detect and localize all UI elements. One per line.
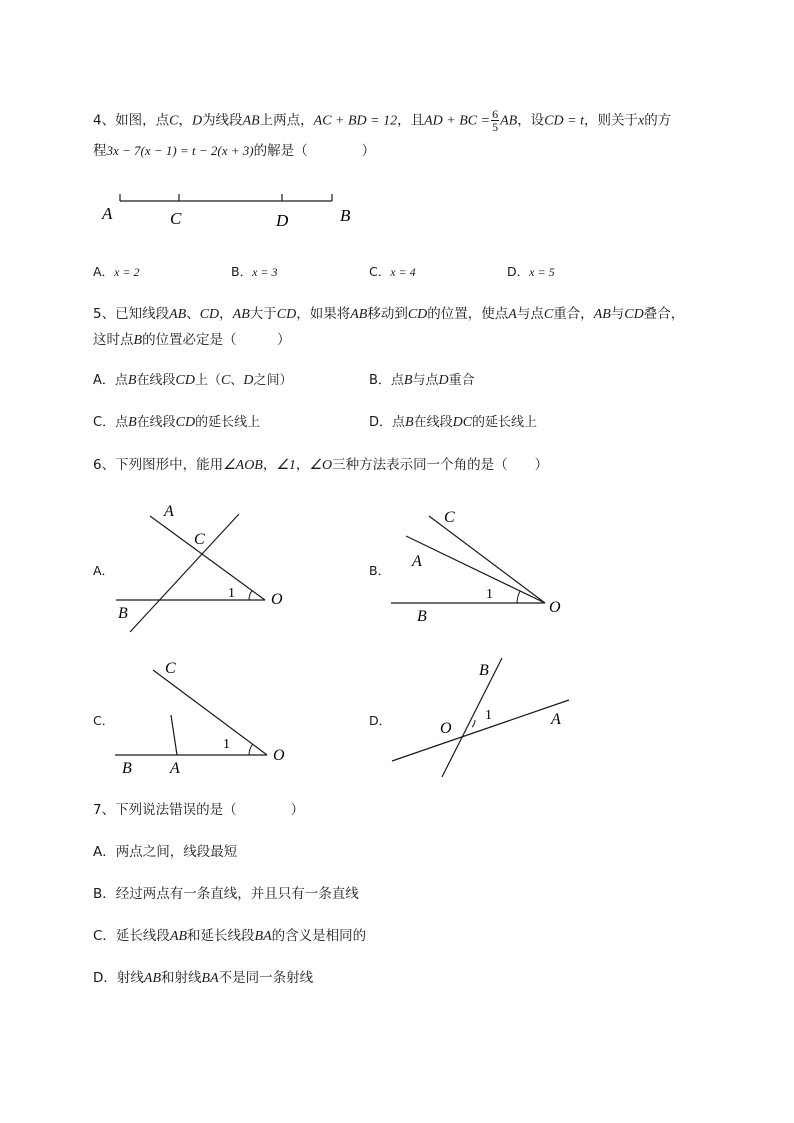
q7-choice-d[interactable] (93, 969, 313, 988)
label-o: O (549, 599, 561, 616)
q7-choice-c[interactable] (93, 927, 366, 946)
point-c: C (220, 373, 231, 388)
q5-text: 、 (186, 306, 200, 322)
variable-x: x (637, 113, 645, 129)
q6-text: 三种方法表示同一个角的是（ ） (332, 457, 549, 473)
q5-text: 这时点 (93, 332, 134, 348)
label-a: A (551, 711, 561, 728)
fraction-six-fifths (491, 108, 499, 133)
q4-text: 程 (93, 143, 107, 159)
point-b: B (405, 415, 414, 430)
choice-text: B．点 (369, 373, 404, 388)
point-d: D (438, 373, 449, 388)
choice-text: 、 (230, 373, 244, 388)
choice-text: C．延长线段 (93, 928, 170, 944)
angle-o: ∠O (309, 458, 333, 473)
ray-ab: AB (143, 971, 162, 986)
choice-label: A． (93, 264, 115, 279)
label-b: B (417, 608, 427, 625)
label-angle-1: 1 (485, 708, 492, 723)
line-ob (442, 658, 502, 777)
segment-a (171, 715, 177, 755)
q5-text: 重合， (553, 306, 594, 322)
point-c: C (169, 113, 179, 129)
segment-cd: CD (175, 373, 195, 388)
label-a: A (412, 553, 422, 570)
point-b: B (128, 415, 137, 430)
q5-text: 5、已知线段 (93, 306, 170, 322)
choice-text: 和延长线段 (187, 928, 255, 944)
angle-1: ∠1 (276, 458, 296, 473)
segment-cd: CD (407, 307, 428, 322)
label-o: O (440, 720, 452, 737)
segment-ba: BA (254, 929, 272, 944)
choice-text: D．射线 (93, 970, 144, 986)
point-c: C (543, 307, 554, 322)
segment-cd: CD (199, 307, 220, 322)
label-o: O (273, 747, 285, 764)
segment-cd: CD (624, 307, 644, 322)
q6-figure-a[interactable] (110, 500, 310, 640)
q5-text: 与点 (516, 306, 544, 322)
q4-choice-d[interactable] (507, 264, 555, 280)
label-c: C (444, 509, 455, 526)
q5-text: 与 (610, 306, 625, 322)
q4-equation-1: AC + BD = 12 (313, 113, 398, 129)
q4-text: ， (178, 112, 192, 129)
label-a: A (170, 760, 180, 777)
q7-stem: 7、下列说法错误的是（ ） (93, 802, 305, 818)
label-angle-1: 1 (486, 587, 493, 602)
q4-equation-2-tail: AB (500, 113, 518, 129)
choice-text: 的延长线上 (195, 415, 261, 430)
label-d: D (276, 211, 289, 230)
angle-arc (472, 720, 475, 727)
segment-ab: AB (242, 113, 260, 129)
q6-option-a-label[interactable]: A． (93, 563, 115, 578)
point-b: B (127, 373, 137, 388)
choice-text: C．点 (93, 415, 129, 430)
segment-ab: AB (169, 929, 188, 944)
q6-text: ， (295, 457, 310, 473)
label-b: B (340, 206, 351, 225)
q5-choice-a[interactable] (93, 373, 292, 389)
q5-text: 的位置必定是（ ） (142, 332, 291, 348)
point-d: D (191, 113, 203, 129)
q4-main-equation: 3x − 7(x − 1) = t − 2(x + 3) (106, 143, 254, 158)
label-a: A (164, 503, 174, 520)
q7-choice-a[interactable]: A．两点之间，线段最短 (93, 844, 238, 860)
q4-text: 的解是（ ） (253, 143, 376, 159)
choice-label: C． (369, 264, 391, 279)
segment-cd: CD (276, 307, 297, 322)
q4-stem-line1 (93, 108, 671, 133)
q5-text: 叠合， (643, 306, 685, 322)
ray-oa (406, 536, 545, 603)
q7-choice-b[interactable]: B．经过两点有一条直线，并且只有一条直线 (93, 886, 359, 902)
q6-figure-b[interactable] (388, 500, 588, 630)
q5-text: 的位置，使点 (427, 306, 509, 322)
q4-number: 4、 (93, 112, 116, 129)
label-a: A (102, 204, 113, 223)
q5-stem-line1 (93, 305, 684, 324)
q5-choice-c[interactable] (93, 415, 260, 431)
q4-text: ，设 (517, 112, 545, 129)
label-b: B (479, 662, 489, 679)
q5-text: 大于 (249, 306, 277, 322)
q6-text: 6、下列图形中，能用 (93, 457, 224, 473)
q5-text: 移动到 (367, 306, 408, 322)
q4-text: 上两点， (259, 112, 314, 129)
fraction-denominator: 5 (492, 120, 499, 134)
choice-value: x = 3 (252, 265, 278, 279)
choice-text: 与点 (412, 373, 439, 388)
segment-ab: AB (169, 307, 187, 322)
choice-text: 在线段 (136, 373, 176, 388)
choice-text: 上（ (194, 373, 221, 388)
q4-text: ，且 (397, 112, 425, 129)
choice-value: x = 2 (114, 265, 140, 279)
choice-text: 在线段 (413, 415, 453, 430)
point-d: D (243, 373, 254, 388)
choice-text: 不是同一条射线 (218, 970, 314, 986)
choice-value: x = 4 (390, 265, 416, 279)
q5-stem-line2 (93, 331, 291, 350)
q5-text: ， (219, 306, 233, 322)
fraction-numerator: 6 (492, 107, 499, 121)
q4-text: 的方 (644, 112, 672, 129)
q6-option-d-label[interactable]: D． (369, 713, 392, 728)
segment-ab: AB (593, 307, 611, 322)
q4-choice-c[interactable] (369, 264, 416, 280)
q4-equation-3: CD = t (544, 113, 584, 129)
q6-figure-d[interactable] (388, 655, 588, 785)
q4-equation-2: AD + BC = (424, 113, 491, 129)
q4-text: ，则关于 (583, 112, 638, 129)
angle-arc (249, 744, 253, 755)
choice-text: 和射线 (161, 970, 202, 986)
point-a: A (508, 307, 517, 322)
label-c: C (170, 209, 182, 228)
line-bc (130, 514, 239, 632)
q4-stem-line2 (93, 142, 375, 160)
segment-ab: AB (232, 307, 250, 322)
choice-text: 之间） (253, 373, 293, 388)
label-angle-1: 1 (228, 586, 235, 601)
point-b: B (133, 333, 143, 348)
q4-choice-a[interactable] (93, 264, 140, 280)
label-angle-1: 1 (223, 737, 230, 752)
label-c: C (165, 660, 176, 677)
choice-label: B． (231, 264, 253, 279)
choice-text: A．点 (93, 373, 128, 388)
q4-text: 如图，点 (115, 112, 170, 129)
q6-figure-c[interactable] (110, 655, 310, 785)
label-o: O (271, 591, 283, 608)
choice-text: 的含义是相同的 (271, 928, 367, 944)
q6-option-c-label[interactable]: C． (93, 713, 115, 728)
q5-choice-b[interactable] (369, 373, 475, 389)
label-b: B (118, 605, 128, 622)
q6-text: ， (262, 457, 277, 473)
angle-arc (517, 591, 520, 603)
segment-dc: DC (452, 415, 473, 430)
q4-choice-b[interactable] (231, 264, 278, 280)
ray-oa (150, 516, 265, 600)
line-oa (392, 700, 569, 761)
segment-cd: CD (175, 415, 196, 430)
ray-ba: BA (201, 971, 219, 986)
segment-ab: AB (350, 307, 368, 322)
q5-choice-d[interactable] (369, 415, 537, 431)
label-c: C (194, 531, 205, 548)
label-b: B (122, 760, 132, 777)
point-b: B (403, 373, 413, 388)
q6-option-b-label[interactable]: B． (369, 563, 391, 578)
choice-text: D．点 (369, 415, 406, 430)
angle-arc (249, 591, 252, 600)
angle-aob: ∠AOB (223, 458, 263, 473)
ray-oc (153, 670, 267, 755)
choice-value: x = 5 (529, 265, 555, 279)
q4-text: 为线段 (202, 112, 243, 129)
q6-stem (93, 456, 548, 475)
choice-text: 的延长线上 (472, 415, 538, 430)
choice-text: 重合 (448, 373, 475, 388)
choice-label: D． (507, 264, 530, 279)
q4-segment-figure (100, 185, 370, 235)
choice-text: 在线段 (136, 415, 176, 430)
q5-text: ，如果将 (296, 306, 351, 322)
